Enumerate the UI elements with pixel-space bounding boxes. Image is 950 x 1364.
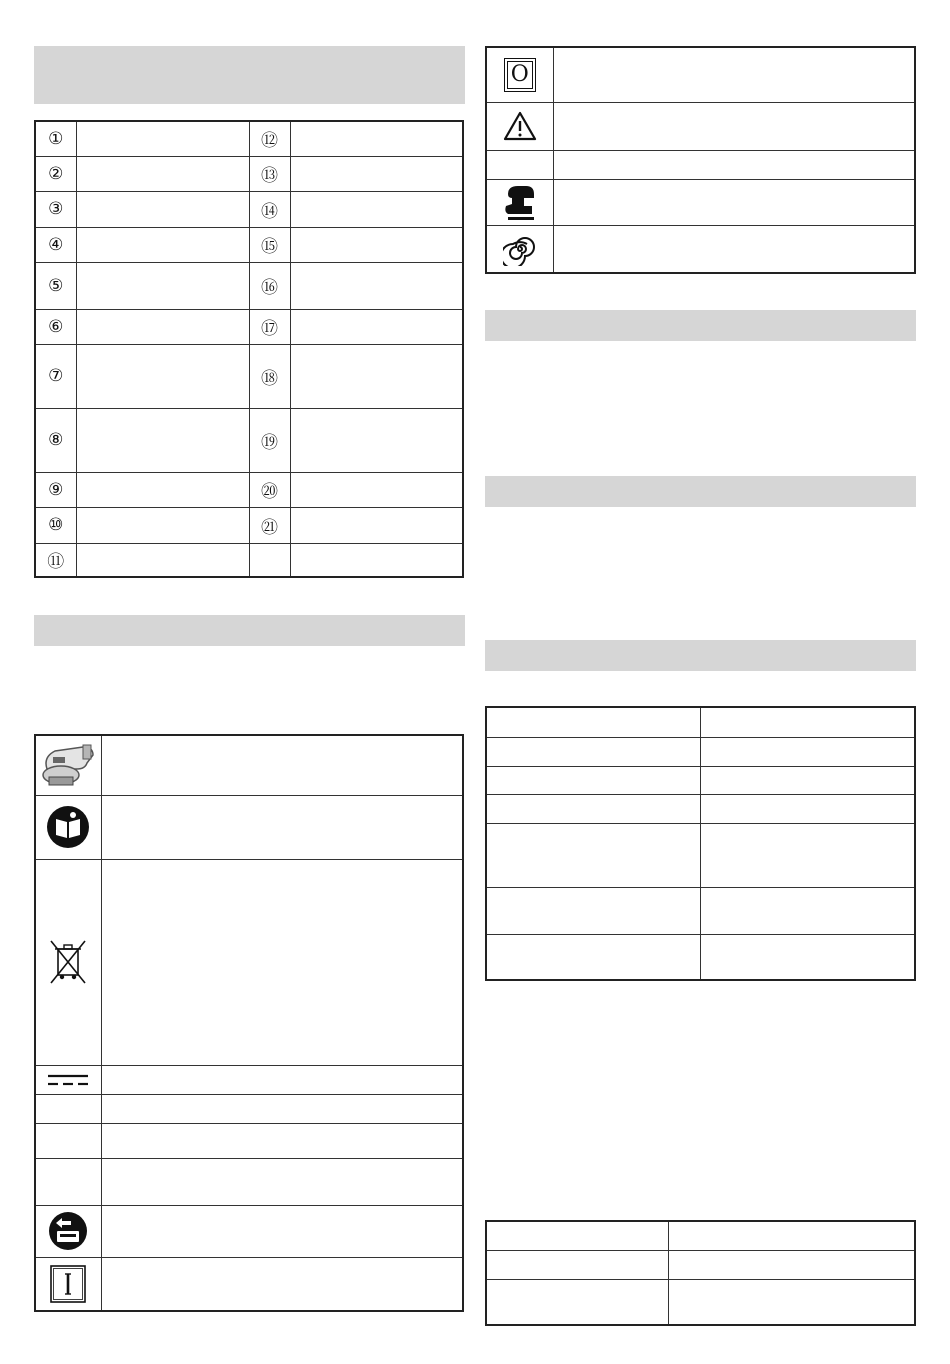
table-cell [700,887,915,934]
part-name [76,262,249,309]
part-number: ⑰ [249,309,290,344]
symbol-cell [486,102,553,150]
battery-removal-icon [48,1211,88,1251]
table-cell [486,737,700,766]
table-cell [486,934,700,980]
part-name [290,156,463,191]
direct-current-icon [47,1073,89,1087]
part-name [76,507,249,543]
part-name [290,309,463,344]
sanding-pad-icon [502,182,538,222]
parts-row [35,227,463,262]
parts-row [35,121,463,156]
part-number: ㉑ [249,507,290,543]
part-name [290,191,463,227]
table-cell [700,707,915,737]
symbols-table-left [34,734,464,1312]
part-number: ⑭ [249,191,290,227]
specs-table [485,706,916,981]
part-number [249,543,290,577]
part-number: ⑧ [35,408,76,472]
part-name [290,344,463,408]
section-bar-symbols [34,615,465,646]
read-manual-icon [46,805,90,849]
part-number: ⑫ [249,121,290,156]
part-name [76,227,249,262]
table-cell [700,934,915,980]
part-number: ⑯ [249,262,290,309]
part-name [290,121,463,156]
parts-row [35,507,463,543]
parts-row [35,191,463,227]
part-name [76,309,249,344]
part-number: ⑲ [249,408,290,472]
part-name [290,408,463,472]
table-cell [486,1250,668,1279]
symbol-cell [35,735,101,795]
part-name [290,507,463,543]
part-number: ③ [35,191,76,227]
symbol-cell [35,1257,101,1311]
part-number: ⑪ [35,543,76,577]
table-cell [700,766,915,794]
part-number: ① [35,121,76,156]
part-number: ⑱ [249,344,290,408]
parts-row [35,344,463,408]
part-name [76,156,249,191]
symbol-cell [486,225,553,273]
parts-row [35,472,463,507]
warning-triangle-icon [503,111,537,141]
part-name [76,121,249,156]
table-cell [668,1279,915,1325]
header-bar [34,46,465,104]
section-bar-1 [485,310,916,341]
symbol-cell [35,1065,101,1094]
part-number: ⑳ [249,472,290,507]
table-cell [486,823,700,887]
table-cell [486,794,700,823]
symbol-cell [35,1094,101,1123]
symbol-cell [35,1205,101,1257]
part-number: ⑩ [35,507,76,543]
parts-list-table [34,120,464,578]
table-cell [486,887,700,934]
table-cell [700,794,915,823]
part-number: ⑨ [35,472,76,507]
part-number: ⑥ [35,309,76,344]
symbol-cell [486,179,553,225]
symbol-cell [35,1158,101,1205]
parts-row [35,309,463,344]
sander-icon [39,739,97,791]
crossed-bin-icon [49,939,87,985]
spiral-orbit-icon [503,232,537,266]
part-name [76,543,249,577]
symbols-table-right [485,46,916,274]
table-cell [700,737,915,766]
parts-row [35,156,463,191]
part-number: ⑦ [35,344,76,408]
parts-row [35,408,463,472]
table-cell [486,766,700,794]
part-name [290,227,463,262]
part-number: ⑤ [35,262,76,309]
part-number: ④ [35,227,76,262]
part-name [290,472,463,507]
table-cell [486,1279,668,1325]
part-number: ⑮ [249,227,290,262]
symbol-cell [486,150,553,179]
table-cell [700,823,915,887]
switch-off-icon [504,58,536,92]
part-number: ⑬ [249,156,290,191]
table-cell [668,1250,915,1279]
symbol-cell [35,859,101,1065]
table-cell [668,1221,915,1250]
section-bar-3 [485,640,916,671]
part-name [290,262,463,309]
part-name [76,408,249,472]
symbol-cell [35,1123,101,1158]
parts-row [35,543,463,577]
parts-row [35,262,463,309]
part-name [76,472,249,507]
part-name [76,344,249,408]
part-number: ② [35,156,76,191]
part-name [76,191,249,227]
symbol-cell [486,47,553,102]
section-bar-2 [485,476,916,507]
noise-table [485,1220,916,1326]
table-cell [486,1221,668,1250]
switch-on-icon [50,1265,86,1303]
symbol-cell [35,795,101,859]
switch-off-glyph: O [507,61,533,89]
part-name [290,543,463,577]
table-cell [486,707,700,737]
